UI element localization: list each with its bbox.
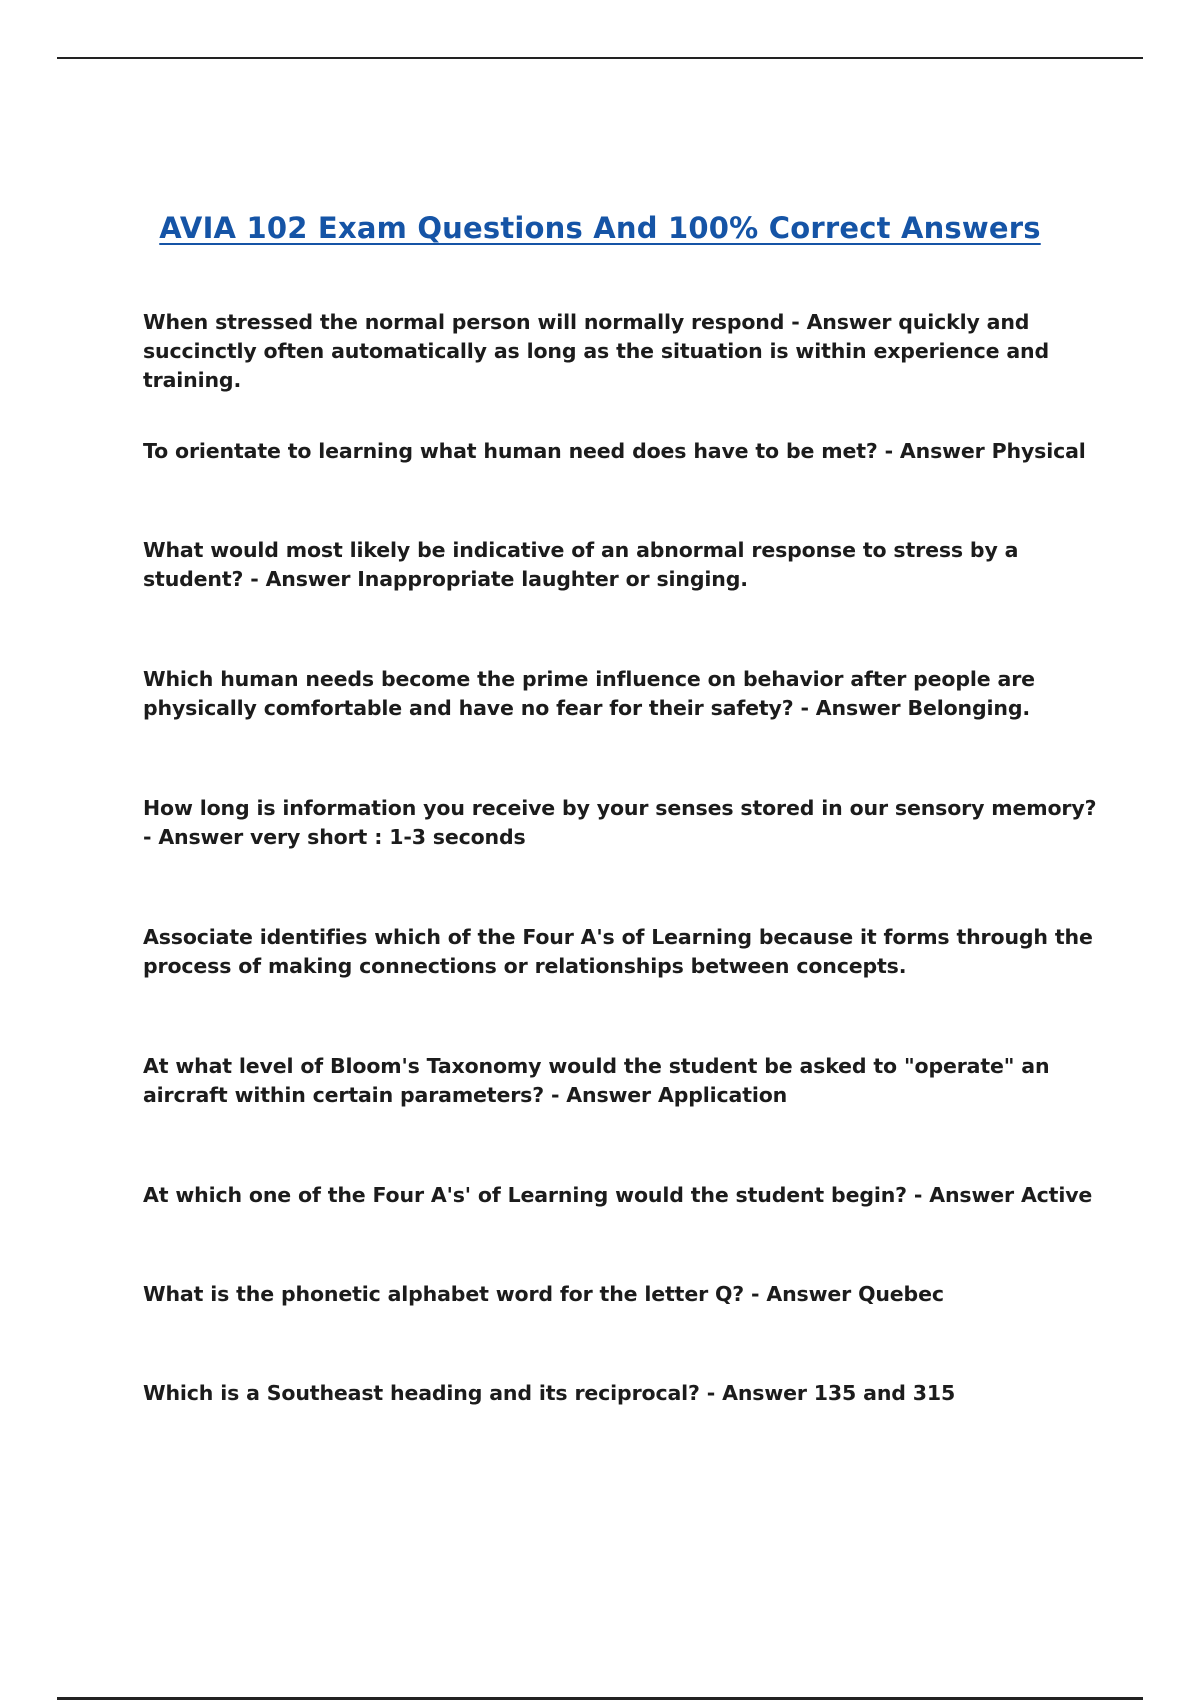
qa-item-9: What is the phonetic alphabet word for the letter Q? - Answer Quebec	[143, 1282, 944, 1306]
document-title: AVIA 102 Exam Questions And 100% Correct Answers	[159, 211, 1041, 246]
qa-item-7: At what level of Bloom's Taxonomy would the student be asked to "operate" an aircraft within certain parameters? - Answer Application	[143, 1054, 1050, 1107]
qa-item-5: How long is information you receive by your senses stored in our sensory memory? - Answer very short : 1-3 seconds	[143, 796, 1097, 849]
qa-item-2: To orientate to learning what human need does have to be met? - Answer Physical	[143, 439, 1086, 463]
qa-item-4: Which human needs become the prime influence on behavior after people are physically comfortable and have no fear for their safety? - Answer Belonging.	[143, 667, 1035, 720]
qa-item-1: When stressed the normal person will normally respond - Answer quickly and succinctly often automatically as long as the situation is within experience and training.	[143, 310, 1050, 392]
qa-item-3: What would most likely be indicative of an abnormal response to stress by a student? - Answer Inappropriate laughter or singing.	[143, 538, 1019, 591]
qa-item-8: At which one of the Four A's' of Learning would the student begin? - Answer Active	[143, 1183, 1093, 1207]
qa-item-6: Associate identifies which of the Four A's of Learning because it forms through the process of making connections or relationships between concepts.	[143, 925, 1093, 978]
qa-item-10: Which is a Southeast heading and its reciprocal? - Answer 135 and 315	[143, 1381, 956, 1405]
top-rule	[57, 57, 1143, 59]
